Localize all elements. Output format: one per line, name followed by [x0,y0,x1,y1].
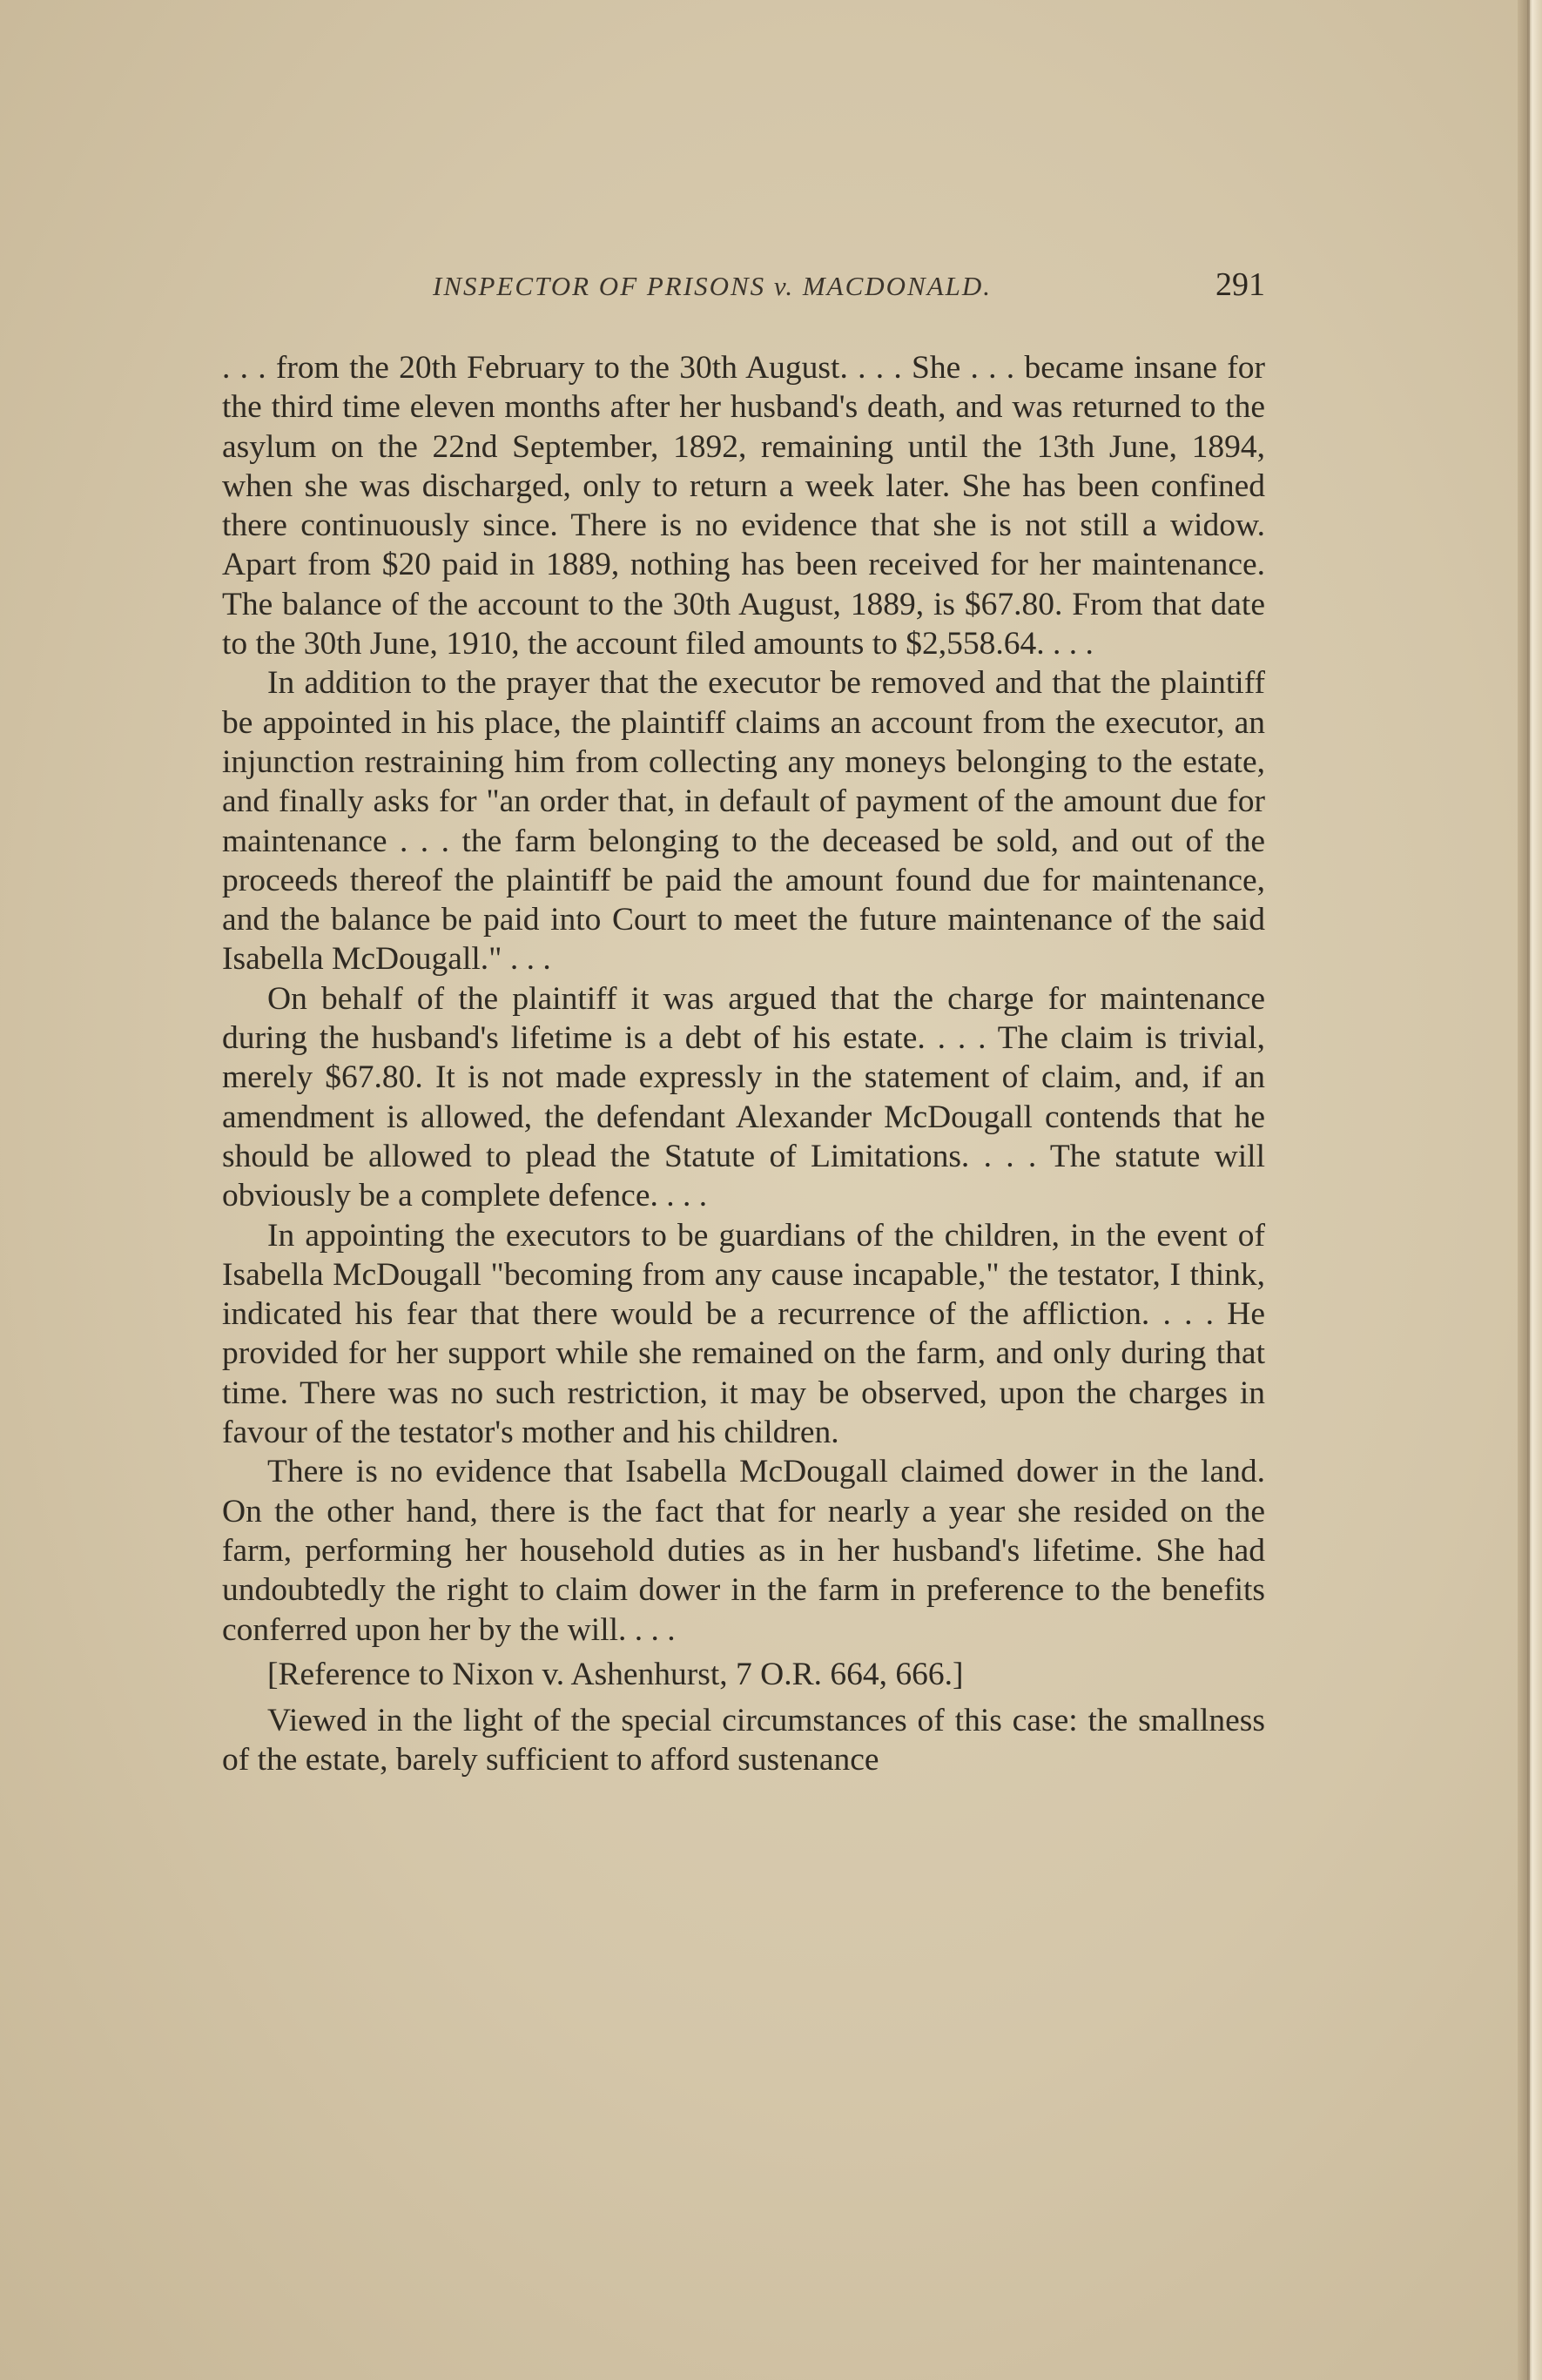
page-header [222,266,1265,318]
paragraph-4: In appointing the executors to be guardians of the children, in the event of Isabella McDougall "becoming from any cause incapable," the testator, I think, indicated his fear that there would be a recurrence of the affliction. . . . He provided for her support while she remained on the farm, and only during that time. There was no such restriction, it may be observed, upon the charges in favour of the testator's mother and his children. [222,1217,1265,1451]
body-text [222,348,1265,1780]
running-head: INSPECTOR OF PRISONS v. MACDONALD. [433,271,993,301]
paragraph-2: In addition to the prayer that the executor be removed and that the plaintiff be appointed in his place, the plaintiff claims an account from the executor, an injunction restraining him from collecting any moneys belonging to the estate, and finally asks for "an order that, in default of payment of the amount due for maintenance . . . the farm belonging to the deceased be sold, and out of the proceeds thereof the plaintiff be paid the amount found due for maintenance, and the balance be paid into Court to meet the future maintenance of the said Isabella McDougall." . . . [222,665,1265,978]
paragraph-1: . . . from the 20th February to the 30th August. . . . She . . . became insane for the third time eleven months after her husband's death, and was returned to the asylum on the 22nd September, 1892, remaining until the 13th June, 1894, when she was discharged, only to return a week later. She has been confined there continuously since. There is no evidence that she is not still a widow. Apart from $20 paid in 1889, nothing has been received for her maintenance. The balance of the account to the 30th August, 1889, is $67.80. From that date to the 30th June, 1910, the account filed amounts to $2,558.64. . . . [222,350,1265,662]
page-gutter [1518,0,1542,2380]
reference-note: [Reference to Nixon v. Ashenhurst, 7 O.R. 664, 666.] [267,1656,964,1692]
paragraph-7: Viewed in the light of the special circumstances of this case: the smallness of the estate, barely sufficient to afford sustenance [222,1703,1265,1778]
paragraph-3: On behalf of the plaintiff it was argued that the charge for maintenance during the husband's lifetime is a debt of his estate. . . . The claim is trivial, merely $67.80. It is not made expressly in the statement of claim, and, if an amendment is allowed, the defendant Alexander McDougall contends that he should be allowed to plead the Statute of Limitations. . . . The statute will obviously be a complete defence. . . . [222,980,1265,1214]
paragraph-5: There is no evidence that Isabella McDougall claimed dower in the land. On the other hand, there is the fact that for nearly a year she resided on the farm, performing her household duties as in her husband's lifetime. She had undoubtedly the right to claim dower in the farm in preference to the benefits conferred upon her by the will. . . . [222,1454,1265,1648]
page-number: 291 [1215,266,1265,303]
binding-edge [1527,0,1530,2380]
